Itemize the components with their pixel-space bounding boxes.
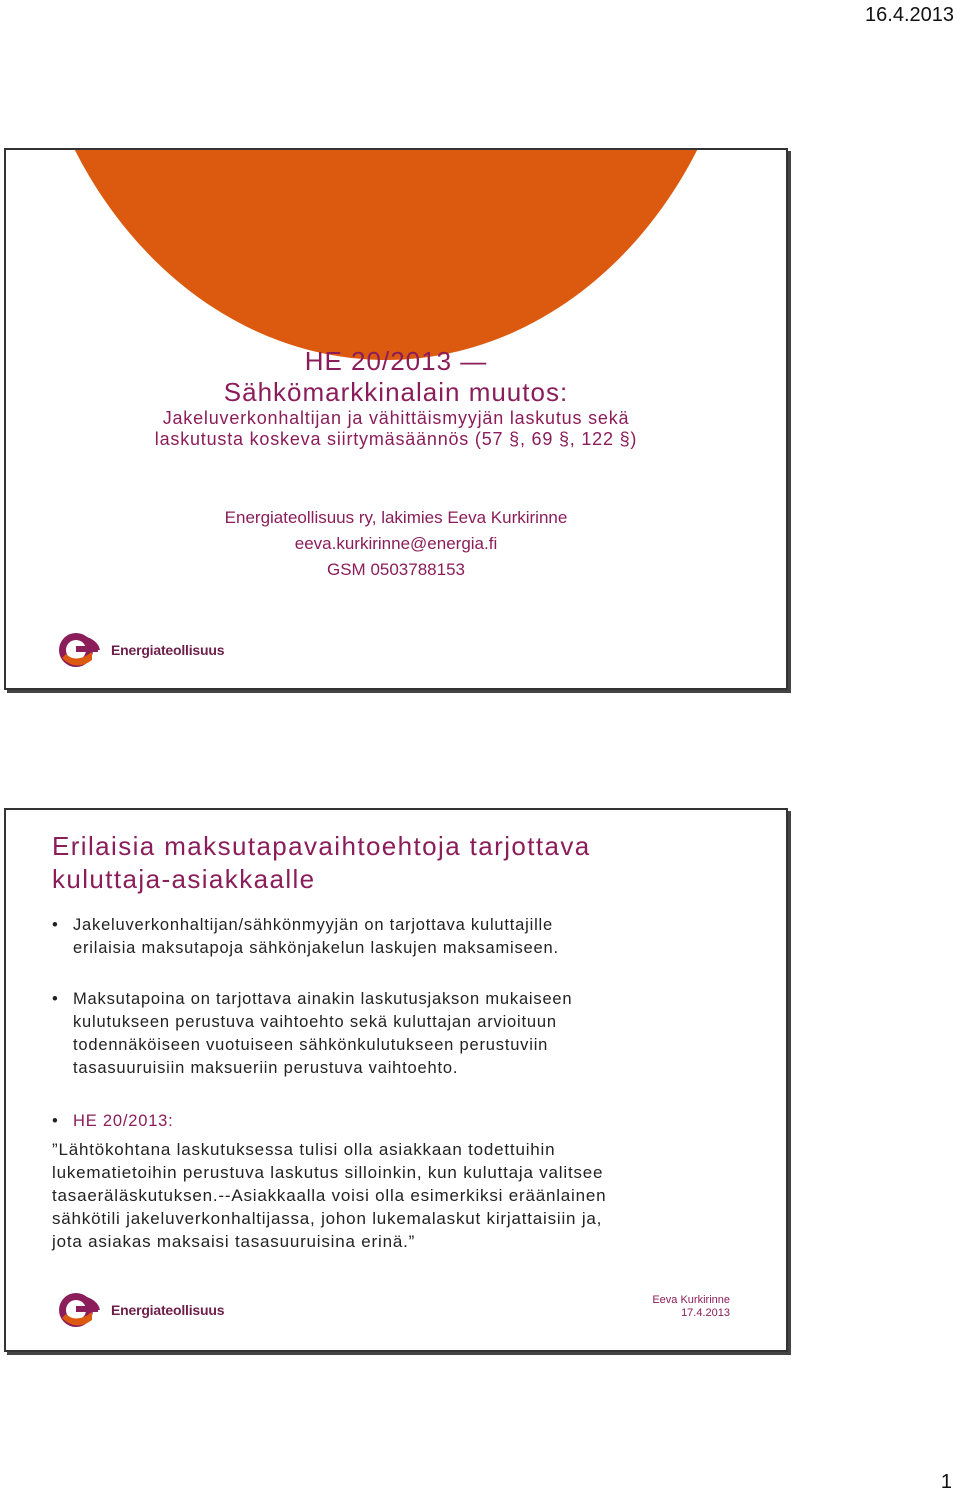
logo-text: Energiateollisuus [111,642,225,658]
slide-subtitle-line1: Jakeluverkonhaltijan ja vähittäismyyjän laskutus sekä [162,408,630,428]
title-slide [4,148,788,690]
bullet-dot-icon: • [52,990,59,1008]
footer-date: 17.4.2013 [681,1307,730,1319]
contact-email[interactable]: eeva.kurkirinne@energia.fi [294,534,498,553]
page-date: 16.4.2013 [865,4,954,26]
quote-line: tasaeräläskutuksen.--Asiakkaalla voisi olla esimerkiksi eräänlainen [52,1186,607,1205]
bullet-text-line: Jakeluverkonhaltijan/sähkönmyyjän on tarjottava kuluttajille [73,916,553,934]
slide-title-line1: HE 20/2013 — [304,346,488,376]
he-quote [52,1138,752,1253]
quote-line: jota asiakas maksaisi tasasuuruisina erinä.” [52,1232,416,1251]
slide-title-line2: Sähkömarkkinalain muutos: [223,377,569,407]
bullet-text-line: erilaisia maksutapoja sähkönjakelun laskujen maksamiseen. [73,939,559,957]
bullet-text-line: Maksutapoina on tarjottava ainakin laskutusjakson mukaiseen [73,990,573,1008]
quote-line: sähkötili jakeluverkonhaltijassa, johon lukemalaskut kirjattaisiin ja, [52,1209,603,1228]
he-reference-label: HE 20/2013: [73,1112,174,1130]
quote-line: ”Lähtökohtana laskutuksessa tulisi olla asiakkaan todettuihin [52,1140,556,1159]
bullet-text-line: todennäköiseen vuotuiseen sähkönkulutukseen perustuviin [73,1036,549,1054]
logo-mark-icon [54,630,104,670]
orange-arc-decoration [21,148,751,360]
energiateollisuus-logo [54,1290,224,1330]
energiateollisuus-logo [54,630,224,670]
slide-heading [52,830,752,896]
quote-line: lukematietoihin perustuva laskutus silloinkin, kun kuluttaja valitsee [52,1163,604,1182]
contact-organization: Energiateollisuus ry, lakimies Eeva Kurkirinne [224,508,568,527]
footer-author: Eeva Kurkirinne [652,1294,730,1306]
bullet-item [52,914,752,960]
title-block [6,346,786,450]
slide-footer [652,1294,730,1320]
contact-block [6,505,786,583]
bullet-dot-icon: • [52,916,59,934]
content-slide [4,808,788,1352]
bullet-item [52,988,752,1080]
slide-heading-line2: kuluttaja-asiakkaalle [52,864,316,894]
logo-text: Energiateollisuus [111,1302,225,1318]
slide-subtitle-line2: laskutusta koskeva siirtymäsäännös (57 §, 69 §, 122 §) [154,429,638,449]
slide-heading-line1: Erilaisia maksutapavaihtoehtoja tarjottava [52,831,591,861]
bullet-text-line: kulutukseen perustuva vaihtoehto sekä kuluttajan arvioituun [73,1013,557,1031]
contact-phone: GSM 0503788153 [327,560,465,579]
logo-mark-icon [54,1290,104,1330]
bullet-item-he [52,1110,752,1133]
bullet-text-line: tasasuuruisiin maksueriin perustuva vaihtoehto. [73,1059,459,1077]
page-number: 1 [940,1471,952,1493]
bullet-dot-icon: • [52,1112,59,1130]
